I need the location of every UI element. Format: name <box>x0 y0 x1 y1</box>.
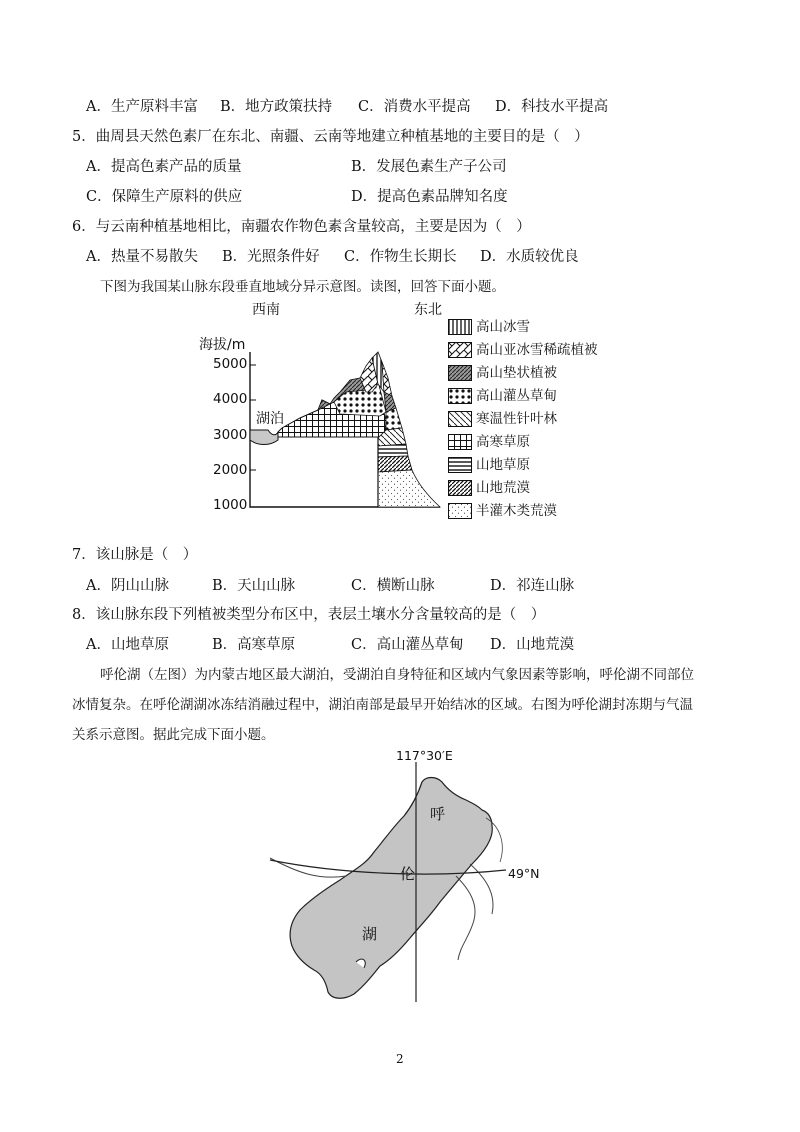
legend-label: 半灌木类荒漠 <box>476 503 557 519</box>
legend-label: 高山垫状植被 <box>476 365 557 381</box>
q5-stem: 5．曲周县天然色素厂在东北、南疆、云南等地建立种植基地的主要目的是（ ） <box>72 129 589 145</box>
q7-option-b: B．天山山脉 <box>212 578 296 594</box>
q6-stem: 6．与云南种植基地相比，南疆农作物色素含量较高，主要是因为（ ） <box>72 219 531 235</box>
y-tick-1000: 1000 <box>213 497 248 513</box>
legend-label: 高山冰雪 <box>476 319 530 335</box>
y-tick-2000: 2000 <box>213 462 248 478</box>
legend-label: 高山灌丛草甸 <box>476 388 557 404</box>
q7-option-c: C．横断山脉 <box>351 578 435 594</box>
latitude-label: 49°N <box>508 866 540 881</box>
q5-option-b: B．发展色素生产子公司 <box>351 159 507 175</box>
q4-option-c: C．消费水平提高 <box>358 99 471 115</box>
q7-option-d: D．祁连山脉 <box>490 578 575 594</box>
q5-option-c: C．保障生产原料的供应 <box>86 189 243 205</box>
direction-southwest: 西南 <box>252 302 280 318</box>
q4-option-a: A．生产原料丰富 <box>86 99 198 115</box>
q8-option-b: B．高寒草原 <box>212 637 296 653</box>
legend-label: 高山亚冰雪稀疏植被 <box>476 342 598 358</box>
q4-option-d: D．科技水平提高 <box>495 99 609 115</box>
direction-northeast: 东北 <box>414 302 442 318</box>
y-tick-5000: 5000 <box>213 356 248 372</box>
legend-label: 高寒草原 <box>476 434 530 450</box>
page-number: 2 <box>396 1052 404 1066</box>
intro-text-2-line-1: 呼伦湖（左图）为内蒙古地区最大湖泊，受湖泊自身特征和区域内气象因素等影响，呼伦湖不同部位 <box>100 667 694 683</box>
longitude-label: 117°30′E <box>396 748 453 763</box>
q7-stem: 7．该山脉是（ ） <box>72 547 198 563</box>
lake-name-char-3: 湖 <box>362 925 378 943</box>
legend-label: 山地草原 <box>476 457 530 473</box>
lake-label: 湖泊 <box>256 411 284 427</box>
q8-option-d: D．山地荒漠 <box>490 637 575 653</box>
lake-name-char-2: 伦 <box>400 865 416 883</box>
q6-option-b: B．光照条件好 <box>222 249 320 265</box>
q8-option-a: A．山地草原 <box>86 637 169 653</box>
q5-option-a: A．提高色素产品的质量 <box>86 159 242 175</box>
legend-label: 寒温性针叶林 <box>476 411 557 427</box>
intro-text-2-line-3: 关系示意图。据此完成下面小题。 <box>72 727 275 743</box>
intro-text-1: 下图为我国某山脉东段垂直地域分异示意图。读图，回答下面小题。 <box>100 279 505 295</box>
q6-option-d: D．水质较优良 <box>480 249 579 265</box>
q8-option-c: C．高山灌丛草甸 <box>351 637 464 653</box>
legend-label: 山地荒漠 <box>476 480 530 496</box>
q8-stem: 8．该山脉东段下列植被类型分布区中，表层土壤水分含量较高的是（ ） <box>72 607 546 623</box>
lake-name-char-1: 呼 <box>430 805 446 823</box>
q6-option-a: A．热量不易散失 <box>86 249 198 265</box>
q6-option-c: C．作物生长期长 <box>344 249 457 265</box>
q5-option-d: D．提高色素品牌知名度 <box>351 189 508 205</box>
y-tick-4000: 4000 <box>213 391 248 407</box>
y-axis-label: 海拔/m <box>199 337 246 353</box>
q7-option-a: A．阴山山脉 <box>86 578 169 594</box>
intro-text-2-line-2: 冰情复杂。在呼伦湖湖冰冻结消融过程中，湖泊南部是最早开始结冰的区域。右图为呼伦湖封冻期与气温 <box>72 697 693 713</box>
q4-option-b: B．地方政策扶持 <box>220 99 333 115</box>
y-tick-3000: 3000 <box>213 427 248 443</box>
